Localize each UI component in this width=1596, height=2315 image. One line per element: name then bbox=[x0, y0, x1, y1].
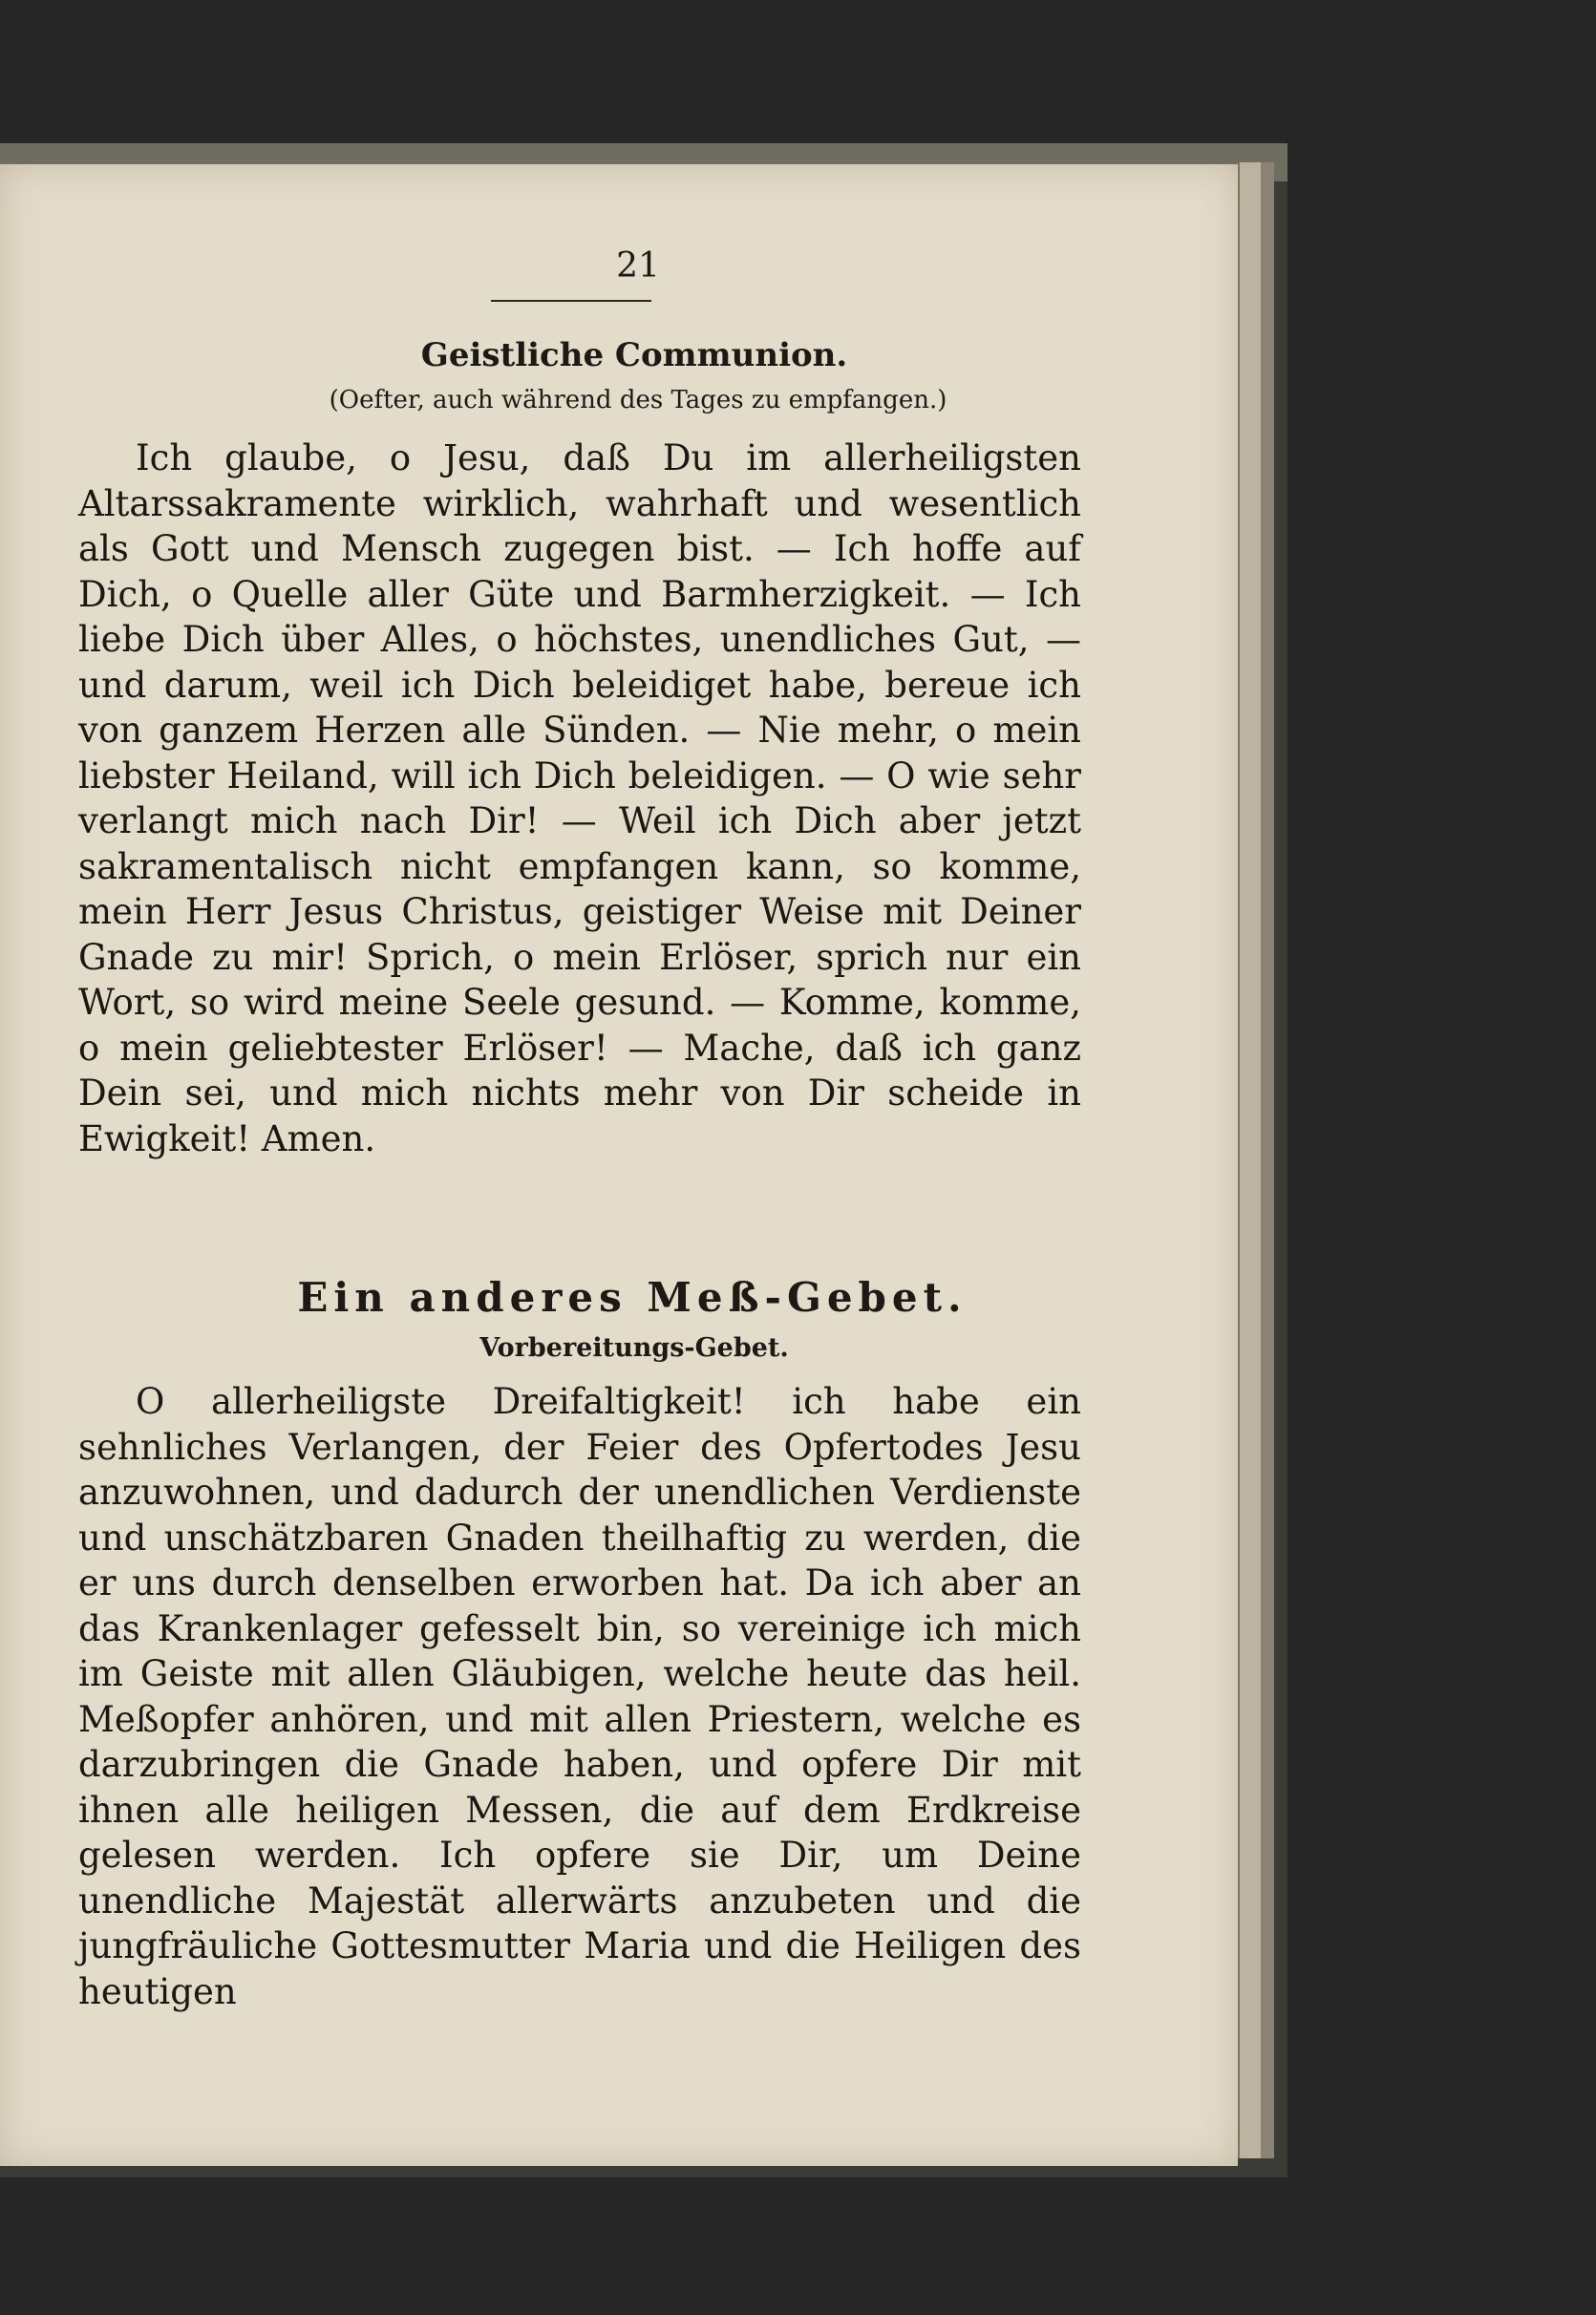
cover-side-edge bbox=[1261, 162, 1274, 2158]
section-title-messgebet: Ein anderes Meß-Gebet. bbox=[297, 1274, 968, 1321]
prayer-paragraph-communion: Ich glaube, o Jesu, daß Du im allerheiligsten Altarssakramente wirklich, wahrhaft und wesentlich als Gott und Mensch zugegen bist. — Ich hoffe auf Dich, o Quelle aller Güte und Barmherzigkeit. — Ich liebe Dich über Alles, o höchstes, unendliches Gut, — und darum, weil ich Dich beleidiget habe, bereue ich von ganzem Herzen alle Sünden. — Nie mehr, o mein liebster Heiland, will ich Dich beleidigen. — O wie sehr verlangt mich nach Dir! — Weil ich Dich aber jetzt sakramentalisch nicht empfangen kann, so komme, mein Herr Jesus Christus, geistiger Weise mit Deiner Gnade zu mir! Sprich, o mein Erlöser, sprich nur ein Wort, so wird meine Seele gesund. — Komme, komme, o mein geliebtester Erlöser! — Mache, daß ich ganz Dein sei, und mich nichts mehr von Dir scheide in Ewigkeit! Amen. bbox=[78, 437, 1081, 1159]
section-subtitle-vorbereitung: Vorbereitungs-Gebet. bbox=[479, 1333, 789, 1363]
prayer-paragraph-vorbereitung: O allerheiligste Dreifaltigkeit! ich habe ein sehnliches Verlangen, der Feier des Opfertodes Jesu anzuwohnen, und dadurch der unendlichen Verdienste und unschätzbaren Gnaden theilhaftig zu werden, die er uns durch denselben erworben hat. Da ich aber an das Krankenlager gefesselt bin, so vereinige ich mich im Geiste mit allen Gläubigen, welche heute das heil. Meßopfer anhören, und mit allen Priestern, welche es darzubringen die Gnade haben, und opfere Dir mit ihnen alle heiligen Messen, die auf dem Erdkreise gelesen werden. Ich opfere sie Dir, um Deine unendliche Majestät allerwärts anzubeten und die jungfräuliche Gottesmutter Maria und die Heiligen des heutigen bbox=[78, 1381, 1081, 2012]
page-number-rule bbox=[491, 300, 651, 302]
section-subtitle-communion: (Oefter, auch während des Tages zu empfangen.) bbox=[329, 386, 947, 414]
section-title-communion: Geistliche Communion. bbox=[420, 336, 848, 374]
book-page bbox=[0, 164, 1238, 2166]
page-number: 21 bbox=[616, 246, 660, 286]
